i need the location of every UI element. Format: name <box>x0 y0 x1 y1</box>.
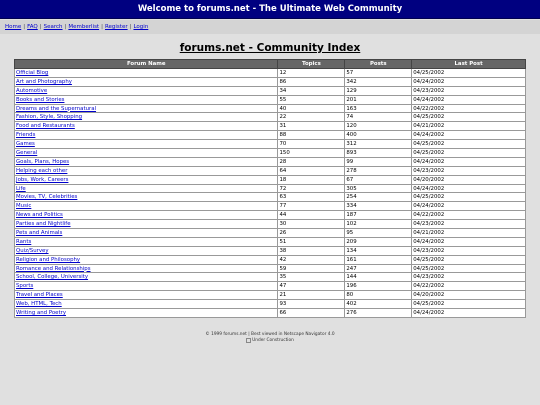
forum-link[interactable]: Pets and Animals <box>16 229 63 236</box>
table-header-row <box>15 60 526 69</box>
forum-link[interactable]: Helping each other <box>16 167 68 174</box>
forum-link[interactable]: Rants <box>16 238 32 245</box>
forum-link[interactable]: Friends <box>16 132 36 139</box>
forum-link[interactable]: Parties and Nightlife <box>16 221 71 228</box>
forum-link[interactable]: Art and Photography <box>16 78 72 85</box>
posts-cell: 201 <box>345 95 412 104</box>
table-row <box>15 211 526 220</box>
topics-cell: 31 <box>278 122 345 131</box>
table-row <box>15 104 526 113</box>
table-row <box>15 229 526 238</box>
forum-link[interactable]: Jobs, Work, Careers <box>16 176 69 183</box>
forum-name-cell <box>15 264 278 273</box>
forum-link[interactable]: Goals, Plans, Hopes <box>16 158 70 165</box>
forum-name-cell <box>15 291 278 300</box>
forum-link[interactable]: Books and Stories <box>16 96 65 103</box>
last-post-cell: 04/25/2002 <box>412 149 526 158</box>
footer-copyright: © 1999 forums.net | Best viewed in Netscape Navigator 4.0 <box>205 331 335 337</box>
forum-name-cell <box>15 166 278 175</box>
posts-cell: 305 <box>345 184 412 193</box>
table-row <box>15 193 526 202</box>
table-row <box>15 291 526 300</box>
nav-bar: Home | FAQ | Search | Memberlist | Register | Login <box>0 20 540 34</box>
last-post-cell: 04/25/2002 <box>412 69 526 78</box>
table-row <box>15 175 526 184</box>
posts-cell: 209 <box>345 237 412 246</box>
table-row <box>15 77 526 86</box>
topics-cell: 42 <box>278 255 345 264</box>
last-post-cell: 04/22/2002 <box>412 211 526 220</box>
forum-link[interactable]: Dreams and the Supernatural <box>16 105 97 112</box>
topics-cell: 35 <box>278 273 345 282</box>
forum-name-cell <box>15 273 278 282</box>
topics-cell: 93 <box>278 300 345 309</box>
forum-name-cell <box>15 255 278 264</box>
forum-name-cell <box>15 229 278 238</box>
forum-name-cell <box>15 184 278 193</box>
posts-cell: 278 <box>345 166 412 175</box>
forum-link[interactable]: News and Politics <box>16 212 63 219</box>
last-post-cell: 04/24/2002 <box>412 184 526 193</box>
forum-link[interactable]: Religion and Philosophy <box>16 256 81 263</box>
posts-cell: 334 <box>345 202 412 211</box>
forum-link[interactable]: Automotive <box>16 87 48 94</box>
nav-search-link[interactable]: Search <box>43 24 63 30</box>
forum-name-cell <box>15 140 278 149</box>
table-row <box>15 166 526 175</box>
table-row <box>15 273 526 282</box>
topics-cell: 26 <box>278 229 345 238</box>
last-post-cell: 04/24/2002 <box>412 309 526 318</box>
forum-link[interactable]: Travel and Places <box>16 292 63 299</box>
last-post-cell: 04/25/2002 <box>412 255 526 264</box>
forum-name-cell <box>15 237 278 246</box>
table-row <box>15 140 526 149</box>
table-row <box>15 309 526 318</box>
last-post-cell: 04/24/2002 <box>412 202 526 211</box>
forum-link[interactable]: Movies, TV, Celebrities <box>16 194 78 201</box>
last-post-cell: 04/25/2002 <box>412 193 526 202</box>
table-row <box>15 300 526 309</box>
posts-cell: 120 <box>345 122 412 131</box>
header-posts: Posts <box>345 60 412 69</box>
forum-table-body <box>15 69 526 318</box>
forum-link[interactable]: General <box>16 149 38 156</box>
posts-cell: 247 <box>345 264 412 273</box>
posts-cell: 134 <box>345 246 412 255</box>
last-post-cell: 04/24/2002 <box>412 237 526 246</box>
topics-cell: 70 <box>278 140 345 149</box>
table-row <box>15 202 526 211</box>
posts-cell: 312 <box>345 140 412 149</box>
topics-cell: 44 <box>278 211 345 220</box>
posts-cell: 80 <box>345 291 412 300</box>
topics-cell: 86 <box>278 77 345 86</box>
header-last-post: Last Post <box>412 60 526 69</box>
table-row <box>15 149 526 158</box>
topics-cell: 47 <box>278 282 345 291</box>
topics-cell: 30 <box>278 220 345 229</box>
last-post-cell: 04/25/2002 <box>412 113 526 122</box>
topics-cell: 40 <box>278 104 345 113</box>
last-post-cell: 04/21/2002 <box>412 122 526 131</box>
last-post-cell: 04/25/2002 <box>412 300 526 309</box>
posts-cell: 67 <box>345 175 412 184</box>
forum-name-cell <box>15 220 278 229</box>
nav-login-link[interactable]: Login <box>133 24 149 30</box>
topics-cell: 64 <box>278 166 345 175</box>
forum-name-cell <box>15 122 278 131</box>
table-row <box>15 220 526 229</box>
forum-name-cell <box>15 157 278 166</box>
forum-link[interactable]: Life <box>16 185 26 192</box>
forum-name-cell <box>15 211 278 220</box>
under-construction-alt-text: Under Construction <box>252 337 294 343</box>
last-post-cell: 04/20/2002 <box>412 175 526 184</box>
topics-cell: 59 <box>278 264 345 273</box>
table-row <box>15 95 526 104</box>
table-row <box>15 122 526 131</box>
nav-faq-link[interactable]: FAQ <box>27 24 38 30</box>
posts-cell: 57 <box>345 69 412 78</box>
forum-link[interactable]: Writing and Poetry <box>16 309 67 316</box>
topics-cell: 18 <box>278 175 345 184</box>
posts-cell: 129 <box>345 86 412 95</box>
table-row <box>15 69 526 78</box>
last-post-cell: 04/24/2002 <box>412 131 526 140</box>
last-post-cell: 04/23/2002 <box>412 166 526 175</box>
topics-cell: 51 <box>278 237 345 246</box>
last-post-cell: 04/23/2002 <box>412 86 526 95</box>
topics-cell: 22 <box>278 113 345 122</box>
forum-name-cell <box>15 202 278 211</box>
topics-cell: 21 <box>278 291 345 300</box>
forum-link[interactable]: Food and Restaurants <box>16 123 75 130</box>
topics-cell: 72 <box>278 184 345 193</box>
topics-cell: 55 <box>278 95 345 104</box>
forum-name-cell <box>15 131 278 140</box>
page-title: forums.net - Community Index <box>179 42 361 54</box>
table-row <box>15 131 526 140</box>
table-row <box>15 113 526 122</box>
posts-cell: 400 <box>345 131 412 140</box>
forum-name-cell <box>15 282 278 291</box>
last-post-cell: 04/25/2002 <box>412 264 526 273</box>
table-row <box>15 184 526 193</box>
topics-cell: 77 <box>278 202 345 211</box>
topics-cell: 66 <box>278 309 345 318</box>
forum-name-cell <box>15 86 278 95</box>
forum-link[interactable]: Sports <box>16 283 34 290</box>
table-row <box>15 86 526 95</box>
last-post-cell: 04/20/2002 <box>412 291 526 300</box>
posts-cell: 254 <box>345 193 412 202</box>
table-row <box>15 157 526 166</box>
last-post-cell: 04/24/2002 <box>412 95 526 104</box>
forum-name-cell <box>15 77 278 86</box>
last-post-cell: 04/23/2002 <box>412 246 526 255</box>
last-post-cell: 04/22/2002 <box>412 104 526 113</box>
last-post-cell: 04/22/2002 <box>412 282 526 291</box>
posts-cell: 95 <box>345 229 412 238</box>
forum-name-cell <box>15 104 278 113</box>
header-forum-name: Forum Name <box>15 60 278 69</box>
footer <box>0 332 540 347</box>
topics-cell: 88 <box>278 131 345 140</box>
last-post-cell: 04/25/2002 <box>412 140 526 149</box>
nav-home-link[interactable]: Home <box>5 24 22 30</box>
posts-cell: 893 <box>345 149 412 158</box>
forum-link[interactable]: Games <box>16 141 35 148</box>
posts-cell: 187 <box>345 211 412 220</box>
broken-image-icon <box>246 338 251 343</box>
last-post-cell: 04/24/2002 <box>412 77 526 86</box>
forum-name-cell <box>15 113 278 122</box>
last-post-cell: 04/21/2002 <box>412 229 526 238</box>
table-row <box>15 282 526 291</box>
forum-link[interactable]: Romance and Relationships <box>16 265 91 272</box>
last-post-cell: 04/23/2002 <box>412 220 526 229</box>
header-topics: Topics <box>278 60 345 69</box>
table-row <box>15 246 526 255</box>
forum-name-cell <box>15 309 278 318</box>
posts-cell: 196 <box>345 282 412 291</box>
under-construction-image <box>246 338 294 344</box>
nav-register-link[interactable]: Register <box>104 24 128 30</box>
posts-cell: 74 <box>345 113 412 122</box>
forum-link[interactable]: School, College, University <box>16 274 89 281</box>
posts-cell: 161 <box>345 255 412 264</box>
posts-cell: 163 <box>345 104 412 113</box>
posts-cell: 342 <box>345 77 412 86</box>
forum-link[interactable]: Music <box>16 203 32 210</box>
forum-name-cell <box>15 69 278 78</box>
posts-cell: 102 <box>345 220 412 229</box>
site-title: Welcome to forums.net - The Ultimate Web Community <box>137 4 403 14</box>
posts-cell: 99 <box>345 157 412 166</box>
site-banner <box>0 0 540 19</box>
last-post-cell: 04/24/2002 <box>412 157 526 166</box>
forum-link[interactable]: Quiz/Survey <box>16 247 49 254</box>
forum-name-cell <box>15 175 278 184</box>
topics-cell: 63 <box>278 193 345 202</box>
forum-name-cell <box>15 193 278 202</box>
table-row <box>15 255 526 264</box>
forum-name-cell <box>15 246 278 255</box>
forum-link[interactable]: Fashion, Style, Shopping <box>16 114 83 121</box>
posts-cell: 276 <box>345 309 412 318</box>
table-row <box>15 264 526 273</box>
forum-link[interactable]: Web, HTML, Tech <box>16 301 62 308</box>
topics-cell: 34 <box>278 86 345 95</box>
topics-cell: 28 <box>278 157 345 166</box>
nav-memberlist-link[interactable]: Memberlist <box>68 24 100 30</box>
forum-table <box>14 59 526 318</box>
forum-name-cell <box>15 300 278 309</box>
topics-cell: 38 <box>278 246 345 255</box>
topics-cell: 150 <box>278 149 345 158</box>
forum-name-cell <box>15 149 278 158</box>
forum-name-cell <box>15 95 278 104</box>
table-row <box>15 237 526 246</box>
topics-cell: 12 <box>278 69 345 78</box>
posts-cell: 402 <box>345 300 412 309</box>
last-post-cell: 04/23/2002 <box>412 273 526 282</box>
posts-cell: 144 <box>345 273 412 282</box>
forum-link[interactable]: Official Blog <box>16 69 49 76</box>
